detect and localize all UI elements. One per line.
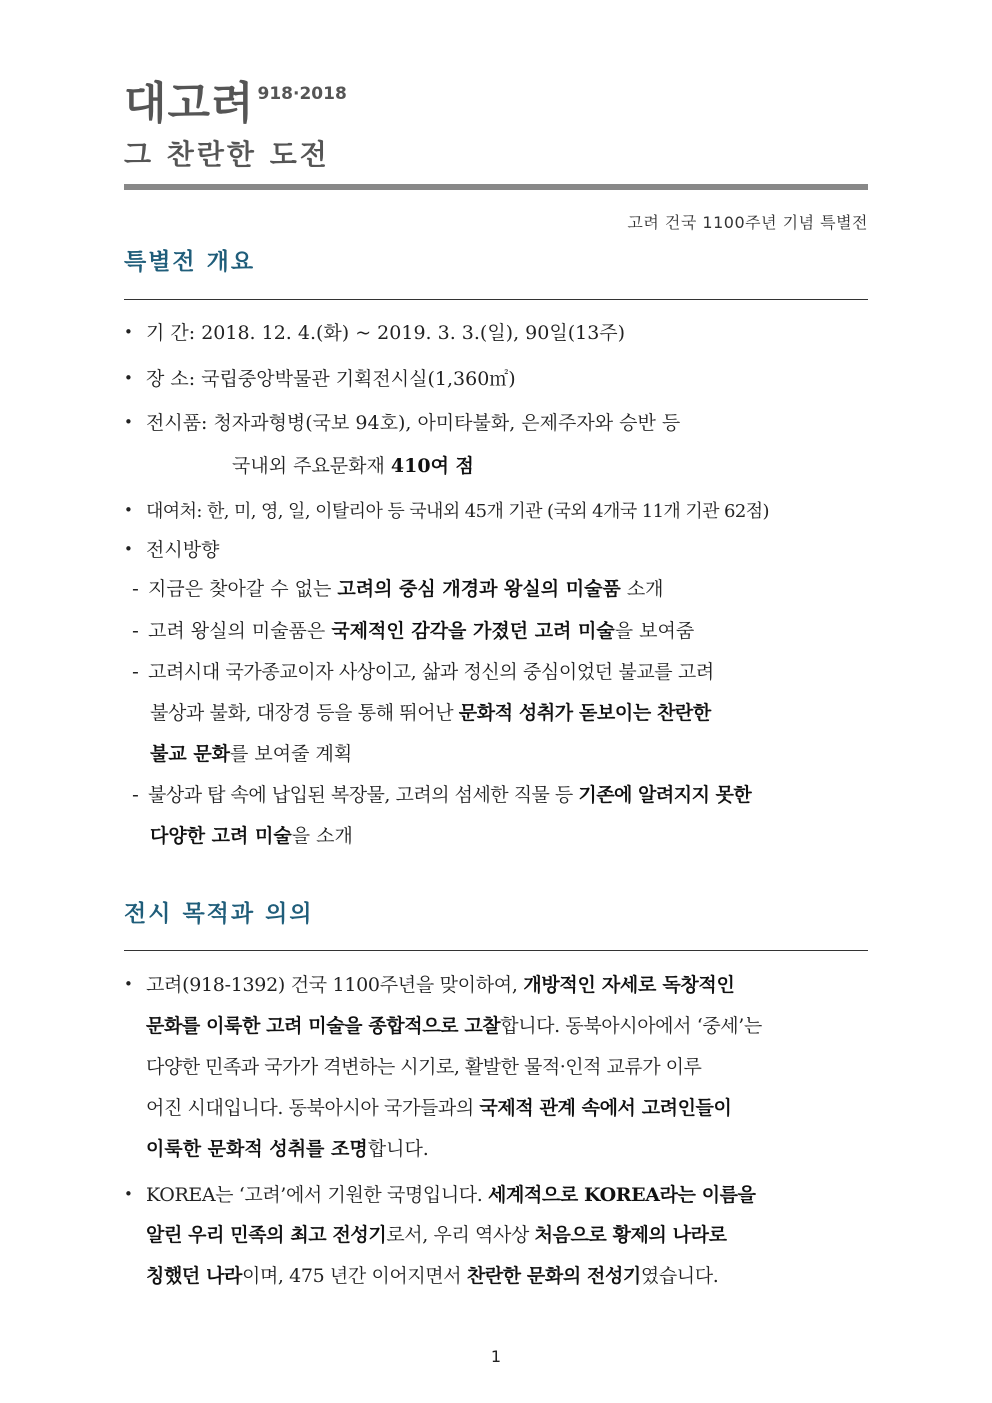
list-item-lenders xyxy=(124,496,868,526)
purpose-paragraph-2-line-3 xyxy=(146,1262,868,1290)
purpose-1-emphasis-2: 문화를 이룩한 고려 미술을 종합적으로 고찰 xyxy=(146,1015,501,1037)
document-subtitle: 그 찬란한 도전 xyxy=(124,138,330,171)
direction-item-4 xyxy=(132,781,868,809)
purpose-2-emphasis-2: 알린 우리 민족의 최고 전성기 xyxy=(146,1224,387,1246)
dash-icon: - xyxy=(132,661,139,683)
exhibits-text: 전시품: 청자과형병(국보 94호), 아미타불화, 은제주자와 승반 등 xyxy=(146,412,681,434)
purpose-paragraph-1-line-3 xyxy=(146,1053,868,1081)
list-item-direction xyxy=(124,535,868,564)
section-heading-overview: 특별전 개요 xyxy=(124,249,256,275)
direction-item-1 xyxy=(132,575,868,603)
direction-4-text: 불상과 탑 속에 납입된 복장물, 고려의 섬세한 직물 등 xyxy=(148,784,579,806)
purpose-1-emphasis: 개방적인 자세로 독창적인 xyxy=(523,974,735,996)
direction-item-3 xyxy=(132,658,868,686)
bullet-icon: • xyxy=(124,413,133,431)
purpose-paragraph-2-line-2 xyxy=(146,1221,868,1249)
bullet-icon: • xyxy=(124,540,133,558)
purpose-paragraph-1 xyxy=(124,970,868,999)
direction-1-text: 지금은 찾아갈 수 없는 xyxy=(148,578,338,600)
direction-3-emphasis-2: 불교 문화 xyxy=(150,743,231,765)
bullet-icon: • xyxy=(124,369,133,387)
document-title xyxy=(124,78,868,130)
purpose-2-line-1: KOREA는 ‘고려’에서 기원한 국명입니다. xyxy=(146,1184,489,1206)
bullet-icon: • xyxy=(124,1185,133,1203)
exhibits-continuation xyxy=(232,452,868,480)
bullet-icon: • xyxy=(124,975,133,993)
list-item-exhibits xyxy=(124,408,868,437)
purpose-1-emphasis-4: 이룩한 문화적 성취를 조명 xyxy=(146,1138,368,1160)
direction-3-line-2: 불상과 불화, 대장경 등을 통해 뛰어난 xyxy=(150,702,459,724)
direction-label: 전시방향 xyxy=(146,539,220,561)
venue-text: 장 소: 국립중앙박물관 기획전시실(1,360㎡) xyxy=(146,368,516,390)
dash-icon: - xyxy=(132,620,139,642)
period-text: 기 간: 2018. 12. 4.(화) ~ 2019. 3. 3.(일), 90일(13주) xyxy=(146,322,626,344)
page-number: 1 xyxy=(490,1347,502,1366)
direction-1-tail: 소개 xyxy=(620,578,664,600)
purpose-2-emphasis-3: 처음으로 황제의 나라로 xyxy=(534,1224,727,1246)
purpose-1-line-1: 고려(918-1392) 건국 1100주년을 맞이하여, xyxy=(146,974,524,996)
purpose-paragraph-1-line-4 xyxy=(146,1094,868,1122)
section-divider xyxy=(124,299,868,300)
title-text: 대고려 xyxy=(124,78,255,129)
purpose-1-line-4: 어진 시대입니다. 동북아시아 국가들과의 xyxy=(146,1097,480,1119)
purpose-2-line-2: 로서, 우리 역사상 xyxy=(386,1224,535,1246)
direction-1-emphasis: 고려의 중심 개경과 왕실의 미술품 xyxy=(337,578,621,600)
direction-item-3-end xyxy=(150,740,868,768)
purpose-2-emphasis: 세계적으로 KOREA라는 이름을 xyxy=(488,1184,756,1206)
direction-4-tail: 을 소개 xyxy=(291,825,353,847)
title-years: 918·2018 xyxy=(257,84,347,104)
direction-3-emphasis: 문화적 성취가 돋보이는 찬란한 xyxy=(458,702,711,724)
dash-icon: - xyxy=(132,784,139,806)
purpose-2-emphasis-5: 찬란한 문화의 전성기 xyxy=(466,1265,641,1287)
purpose-1-line-3: 다양한 민족과 국가가 격변하는 시기로, 활발한 물적·인적 교류가 이루 xyxy=(146,1056,702,1078)
purpose-paragraph-2 xyxy=(124,1180,868,1209)
section-heading-purpose: 전시 목적과 의의 xyxy=(124,901,314,927)
direction-3-tail: 를 보여줄 계획 xyxy=(230,743,353,765)
purpose-2-line-3: 이며, 475 년간 이어지면서 xyxy=(242,1265,467,1287)
title-divider xyxy=(124,184,868,190)
direction-4-emphasis: 기존에 알려지지 못한 xyxy=(578,784,752,806)
purpose-2-tail: 였습니다. xyxy=(640,1265,719,1287)
list-item-venue xyxy=(124,364,868,393)
direction-item-3-cont xyxy=(150,699,868,727)
direction-2-text: 고려 왕실의 미술품은 xyxy=(148,620,332,642)
list-item-period xyxy=(124,318,868,347)
direction-item-4-cont xyxy=(150,822,868,850)
direction-4-emphasis-2: 다양한 고려 미술 xyxy=(150,825,292,847)
purpose-1-line-2: 합니다. 동북아시아에서 ‘중세’는 xyxy=(500,1015,762,1037)
direction-2-tail: 을 보여줌 xyxy=(614,620,695,642)
purpose-1-emphasis-3: 국제적 관계 속에서 고려인들이 xyxy=(479,1097,732,1119)
bullet-icon: • xyxy=(124,323,133,341)
bullet-icon: • xyxy=(124,501,133,519)
purpose-paragraph-1-line-2 xyxy=(146,1012,868,1040)
purpose-2-emphasis-4: 칭했던 나라 xyxy=(146,1265,242,1287)
lenders-text: 대여처: 한, 미, 영, 일, 이탈리아 등 국내외 45개 기관 (국외 4개국 11개 기관 62점) xyxy=(146,501,769,522)
direction-2-emphasis: 국제적인 감각을 가졌던 고려 미술 xyxy=(331,620,615,642)
section-divider xyxy=(124,950,868,951)
dash-icon: - xyxy=(132,578,139,600)
exhibits-count: 410여 점 xyxy=(390,455,474,477)
purpose-paragraph-1-line-5 xyxy=(146,1135,868,1163)
direction-item-2 xyxy=(132,617,868,645)
direction-3-line-1: 고려시대 국가종교이자 사상이고, 삶과 정신의 중심이었던 불교를 고려 xyxy=(148,661,714,683)
exhibition-caption: 고려 건국 1100주년 기념 특별전 xyxy=(627,213,868,232)
purpose-1-line-5: 합니다. xyxy=(367,1138,429,1160)
exhibits-count-label: 국내외 주요문화재 xyxy=(232,455,391,477)
